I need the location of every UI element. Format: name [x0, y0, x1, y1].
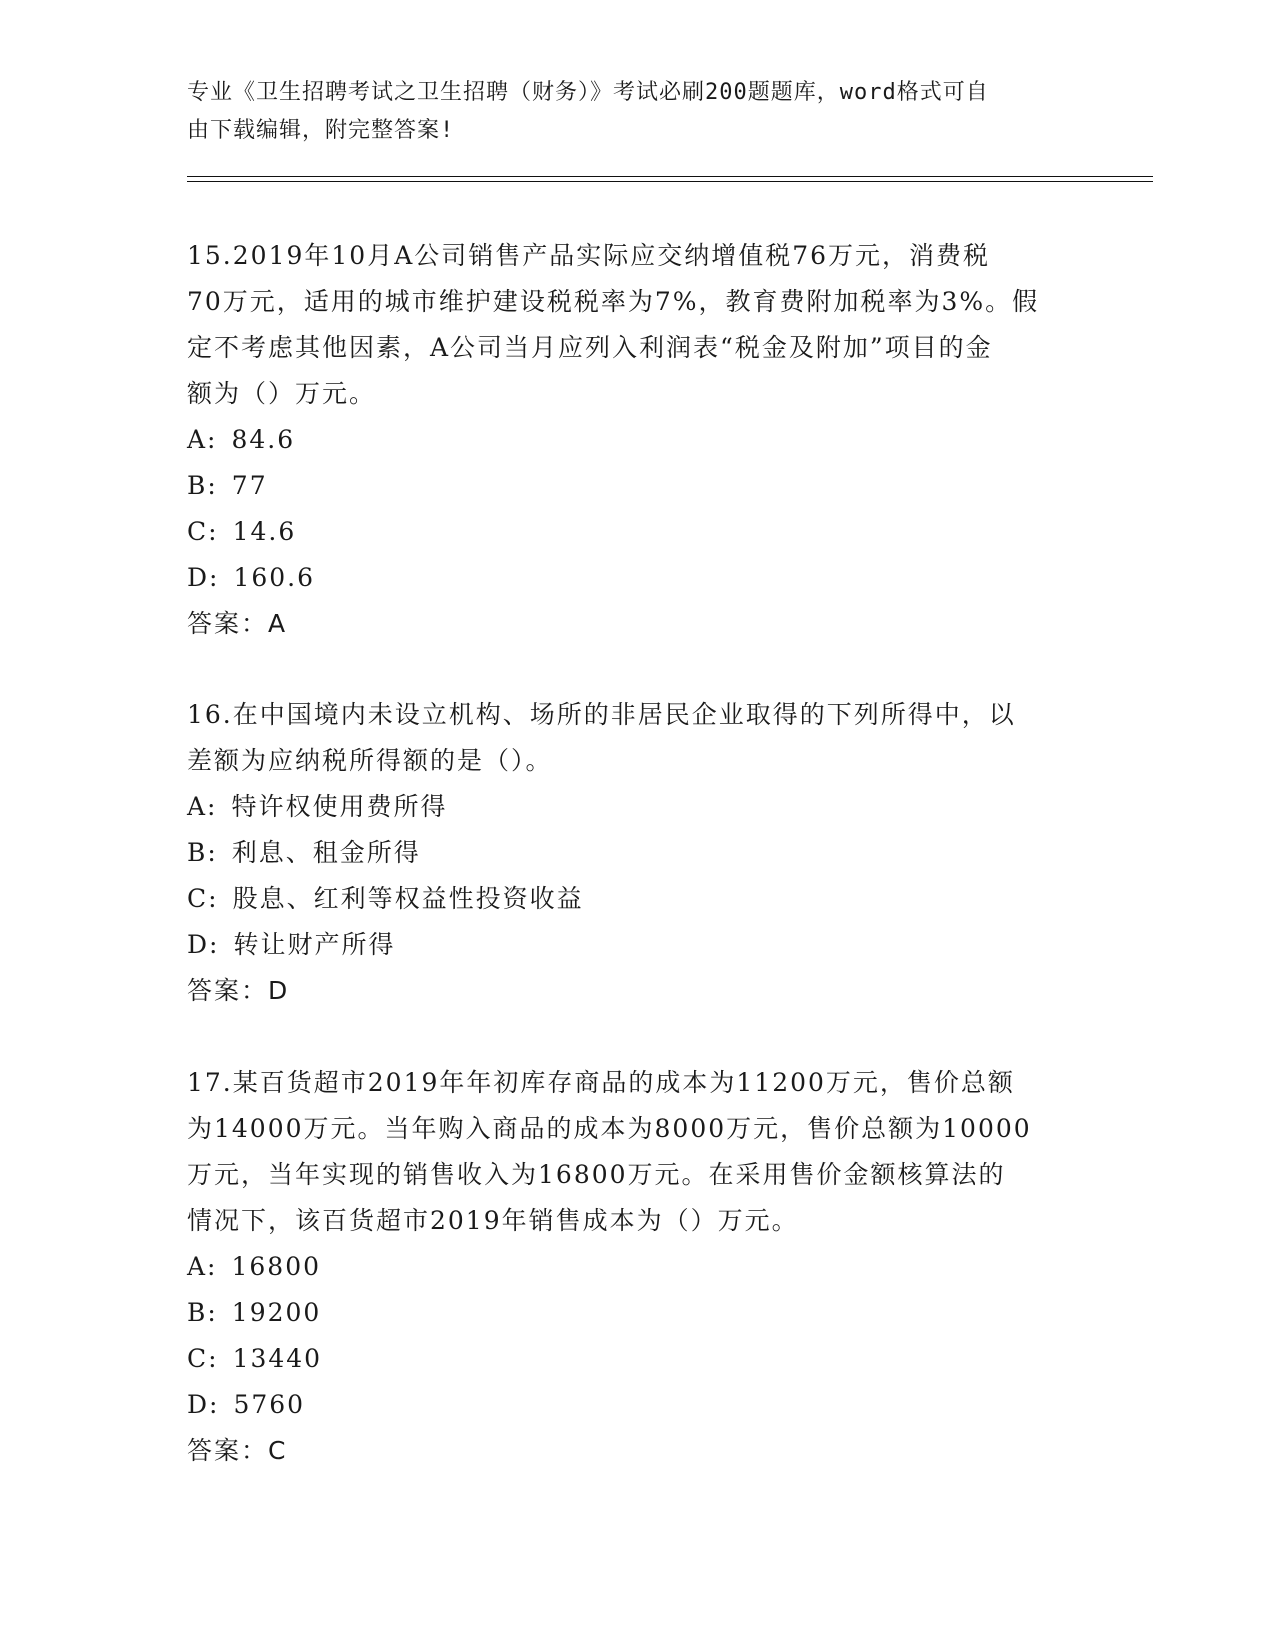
option-text: 特许权使用费所得 [231, 792, 448, 821]
option-text: 14.6 [232, 517, 297, 546]
option-key: C: [187, 517, 219, 546]
option-key: B: [187, 838, 218, 867]
question-stem-line: 16.在中国境内未设立机构、场所的非居民企业取得的下列所得中，以 [187, 700, 1016, 729]
option-text: 转让财产所得 [233, 930, 396, 959]
option-key: B: [187, 471, 218, 500]
option-text: 19200 [231, 1298, 322, 1327]
option-text: 16800 [231, 1252, 322, 1281]
option-a [187, 417, 1087, 463]
option-key: C: [187, 884, 219, 913]
option-key: C: [187, 1344, 219, 1373]
question-stem-line: 差额为应纳税所得额的是（）。 [187, 746, 553, 775]
document-header [187, 74, 1067, 150]
question-16 [187, 692, 1087, 1014]
question-stem-line: 万元，当年实现的销售收入为16800万元。在采用售价金额核算法的 [187, 1160, 1006, 1189]
option-d [187, 555, 1087, 601]
option-text: 160.6 [233, 563, 316, 592]
question-stem-line: 70万元，适用的城市维护建设税税率为7%，教育费附加税率为3%。假 [187, 287, 1040, 316]
question-stem-line: 额为（）万元。 [187, 379, 377, 408]
option-a [187, 1244, 1087, 1290]
option-text: 84.6 [231, 425, 296, 454]
option-key: A: [187, 425, 218, 454]
answer-line: 答案：D [187, 976, 290, 1005]
header-rule-bottom [187, 181, 1153, 182]
question-stem-line: 为14000万元。当年购入商品的成本为8000万元，售价总额为10000 [187, 1114, 1032, 1143]
option-key: D: [187, 563, 220, 592]
option-c [187, 1336, 1087, 1382]
option-b [187, 463, 1087, 509]
question-15 [187, 233, 1087, 647]
option-text: 5760 [233, 1390, 306, 1419]
question-stem-line: 17.某百货超市2019年年初库存商品的成本为11200万元，售价总额 [187, 1068, 1015, 1097]
option-key: D: [187, 1390, 220, 1419]
option-d [187, 922, 1087, 968]
option-text: 股息、红利等权益性投资收益 [232, 884, 584, 913]
option-key: D: [187, 930, 220, 959]
header-line-2: 由下载编辑，附完整答案! [187, 118, 455, 143]
option-key: A: [187, 1252, 218, 1281]
option-key: B: [187, 1298, 218, 1327]
option-a [187, 784, 1087, 830]
question-stem-line: 定不考虑其他因素，A公司当月应列入利润表“税金及附加”项目的金 [187, 333, 993, 362]
option-d [187, 1382, 1087, 1428]
question-stem-line: 情况下，该百货超市2019年销售成本为（）万元。 [187, 1206, 799, 1235]
answer-line: 答案：C [187, 1436, 288, 1465]
option-key: A: [187, 792, 218, 821]
option-c [187, 509, 1087, 555]
option-c [187, 876, 1087, 922]
option-text: 77 [231, 471, 268, 500]
option-text: 13440 [232, 1344, 323, 1373]
answer-line: 答案：A [187, 609, 288, 638]
option-text: 利息、租金所得 [231, 838, 421, 867]
option-b [187, 830, 1087, 876]
question-17 [187, 1060, 1087, 1474]
header-line-1: 专业《卫生招聘考试之卫生招聘（财务）》考试必刷200题题库，word格式可自 [187, 80, 989, 105]
header-rule-top [187, 176, 1153, 177]
option-b [187, 1290, 1087, 1336]
question-stem-line: 15.2019年10月A公司销售产品实际应交纳增值税76万元，消费税 [187, 241, 991, 270]
